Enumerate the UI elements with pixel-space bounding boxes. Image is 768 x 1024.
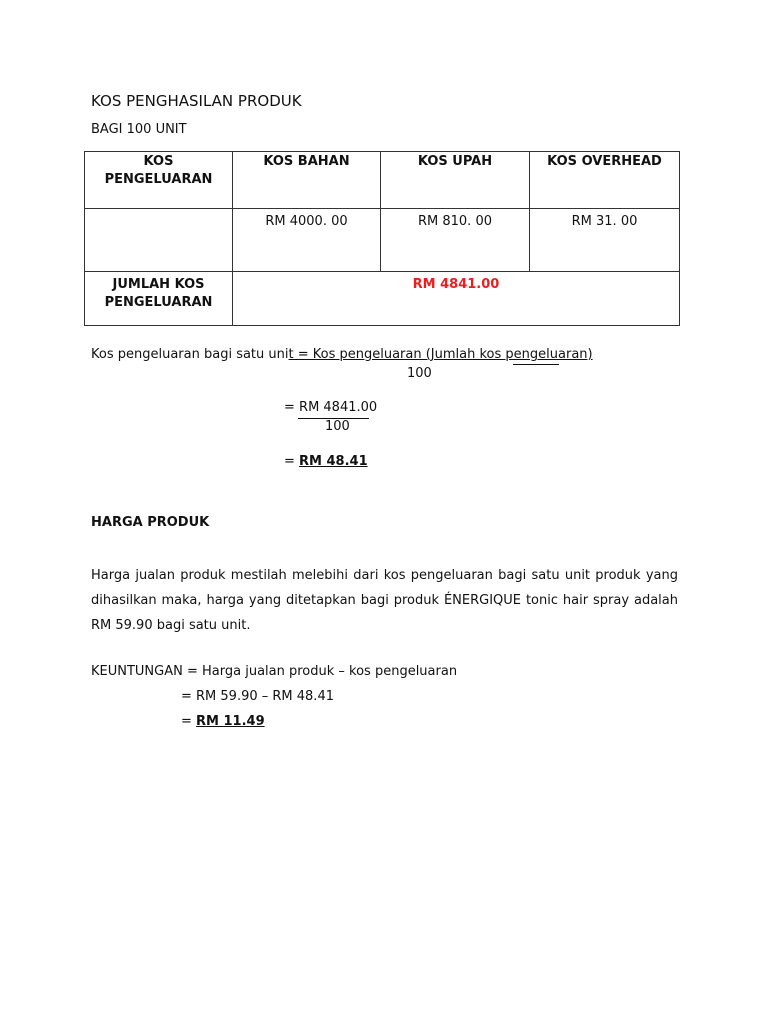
step1-equation [284,400,377,415]
keuntungan-result [181,714,265,729]
unit-cost-equation [91,347,593,362]
keuntungan-line-1: KEUNTUNGAN = Harga jualan produk – kos pengeluaran [91,664,458,679]
step1-denominator: 100 [325,419,350,434]
fraction-line [513,364,559,365]
total-label-line: JUMLAH KOS [112,277,205,292]
unit-cost-denominator: 100 [407,366,432,381]
header-line: KOS [143,154,174,169]
unit-cost-lhs: Kos pengeluaran bagi satu uni [91,347,289,362]
unit-cost-rhs: t = Kos pengeluaran (Jumlah kos pengeluaran) [288,347,593,362]
unit-cost-result-value: RM 48.41 [299,454,368,469]
total-value-cell: RM 4841.00 [233,272,680,326]
header-line: PENGELUARAN [104,172,213,187]
table-header-row [85,152,680,209]
equals-sign: = [284,400,300,415]
header-cell-kos-bahan: KOS BAHAN [233,152,381,209]
total-label-cell [85,272,233,326]
total-label-line: PENGELUARAN [104,295,213,310]
table-total-row [85,272,680,326]
equals-sign: = [284,454,300,469]
harga-paragraph: Harga jualan produk mestilah melebihi dari kos pengeluaran bagi satu unit produk yang dihasilkan maka, harga yang ditetapkan bagi produk ÉNERGIQUE tonic hair spray adalah RM 59.90 bagi satu unit. [91,568,678,633]
table-cell-upah: RM 810. 00 [381,209,530,272]
table-cell-overhead: RM 31. 00 [530,209,680,272]
equals-sign: = [181,714,197,729]
section-heading-harga: HARGA PRODUK [91,515,210,530]
table-row [85,209,680,272]
table-cell-bahan: RM 4000. 00 [233,209,381,272]
table-cell-empty [85,209,233,272]
document-title: KOS PENGHASILAN PRODUK [91,92,302,110]
header-cell-kos-overhead: KOS OVERHEAD [530,152,680,209]
header-cell-kos-pengeluaran [85,152,233,209]
cost-table [84,151,680,326]
unit-cost-result [284,454,368,469]
step1-numerator: RM 4841.00 [299,400,378,415]
document-subtitle: BAGI 100 UNIT [91,122,187,137]
header-cell-kos-upah: KOS UPAH [381,152,530,209]
keuntungan-line-2: = RM 59.90 – RM 48.41 [181,689,334,704]
keuntungan-result-value: RM 11.49 [196,714,265,729]
